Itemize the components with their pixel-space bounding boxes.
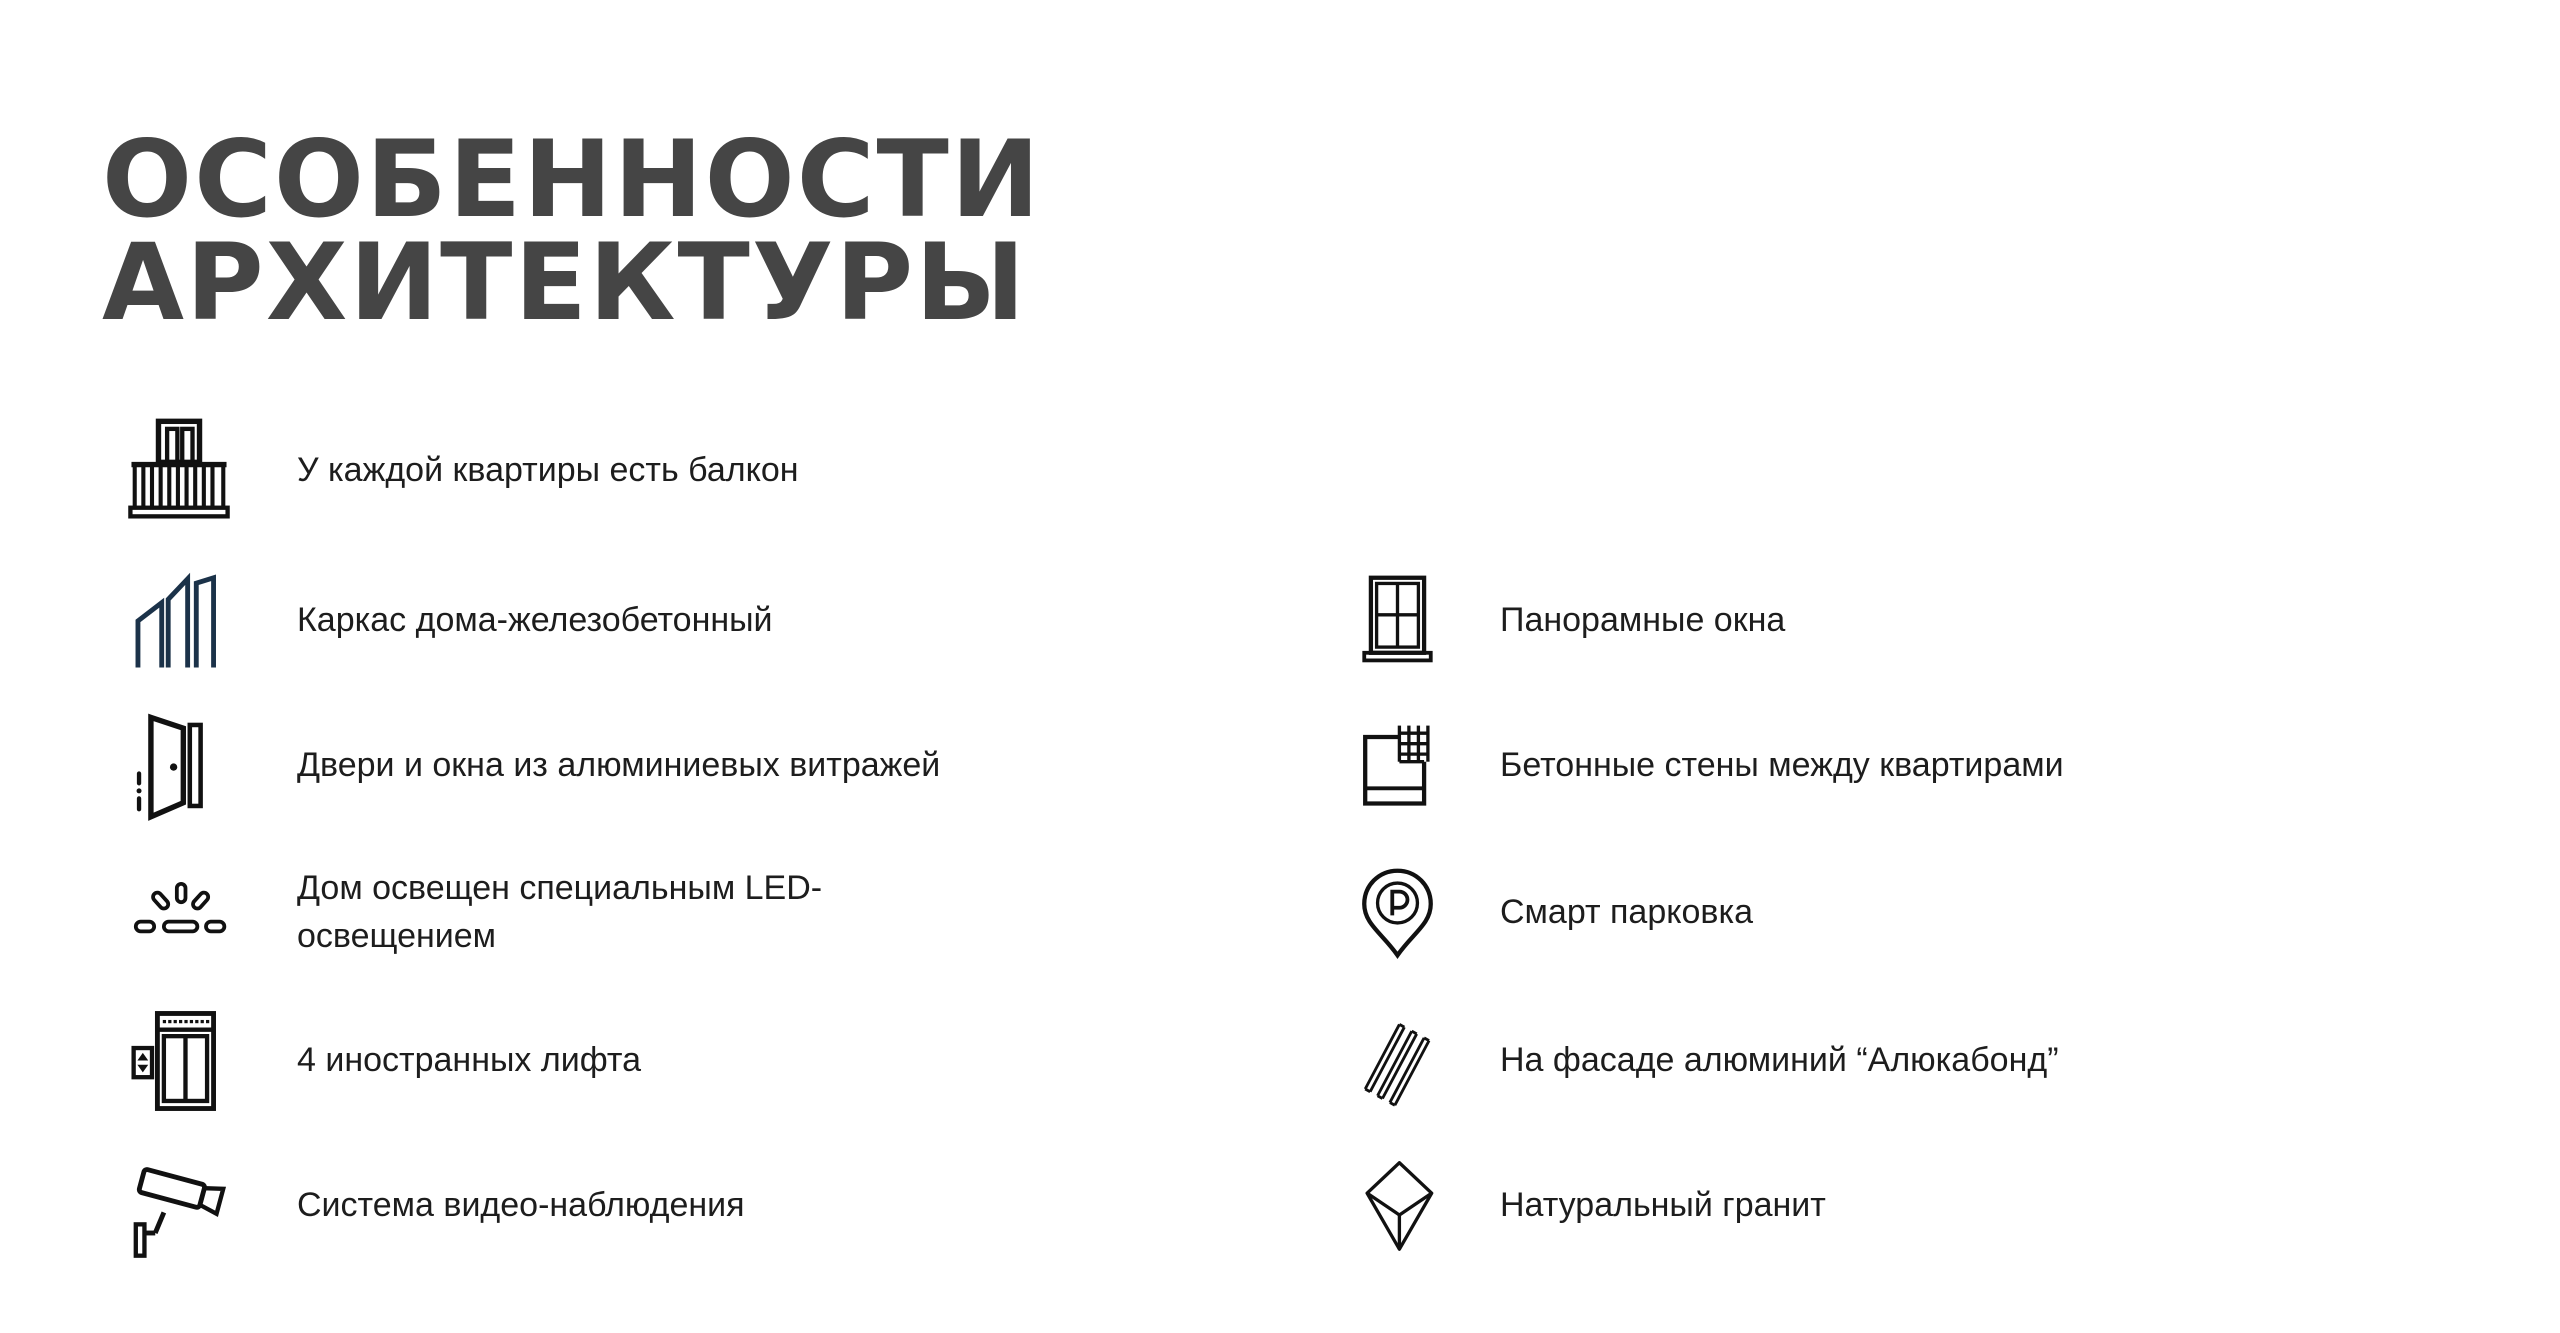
feature-label: Система видео-наблюдения	[297, 1185, 745, 1224]
feature-label: Каркас дома-железобетонный	[297, 600, 773, 639]
feature-label: Бетонные стены между квартирами	[1500, 745, 2064, 784]
feature-item-frame	[125, 547, 997, 694]
concrete-wall-icon	[1350, 713, 1445, 818]
feature-item-doors	[125, 692, 997, 839]
feature-item-led	[125, 839, 997, 986]
feature-item-parking	[1350, 839, 2330, 986]
feature-item-cctv	[125, 1132, 997, 1279]
feature-label: Натуральный гранит	[1500, 1185, 1826, 1224]
feature-label: У каждой квартиры есть балкон	[297, 450, 799, 489]
buildings-icon	[125, 562, 233, 680]
feature-label: Дом освещен специальным LED-освещением	[297, 868, 823, 955]
open-door-icon	[125, 707, 233, 825]
page-title-line2: АРХИТЕКТУРЫ	[102, 220, 1028, 344]
led-light-icon	[125, 854, 233, 972]
feature-label: 4 иностранных лифта	[297, 1040, 642, 1079]
window-icon	[1350, 568, 1445, 673]
page-title-line1: ОСОБЕННОСТИ	[102, 118, 1042, 242]
feature-item-balcony	[125, 397, 997, 544]
feature-label: Панорамные окна	[1500, 600, 1786, 639]
elevator-icon	[125, 1002, 233, 1120]
parking-pin-icon	[1350, 860, 1445, 965]
granite-cube-icon	[1350, 1153, 1445, 1258]
feature-label: Двери и окна из алюминиевых витражей	[297, 745, 941, 784]
feature-item-elevators	[125, 987, 997, 1134]
aluminium-facade-icon	[1350, 1008, 1445, 1113]
feature-item-windows	[1350, 547, 2330, 694]
feature-item-granite	[1350, 1132, 2330, 1279]
cctv-camera-icon	[125, 1147, 233, 1265]
feature-item-facade	[1350, 987, 2330, 1134]
feature-item-concrete-walls	[1350, 692, 2330, 839]
feature-label: На фасаде алюминий “Алюкабонд”	[1500, 1040, 2059, 1079]
feature-label: Смарт парковка	[1500, 892, 1754, 931]
page-title	[102, 118, 1042, 344]
balcony-icon	[125, 412, 233, 530]
